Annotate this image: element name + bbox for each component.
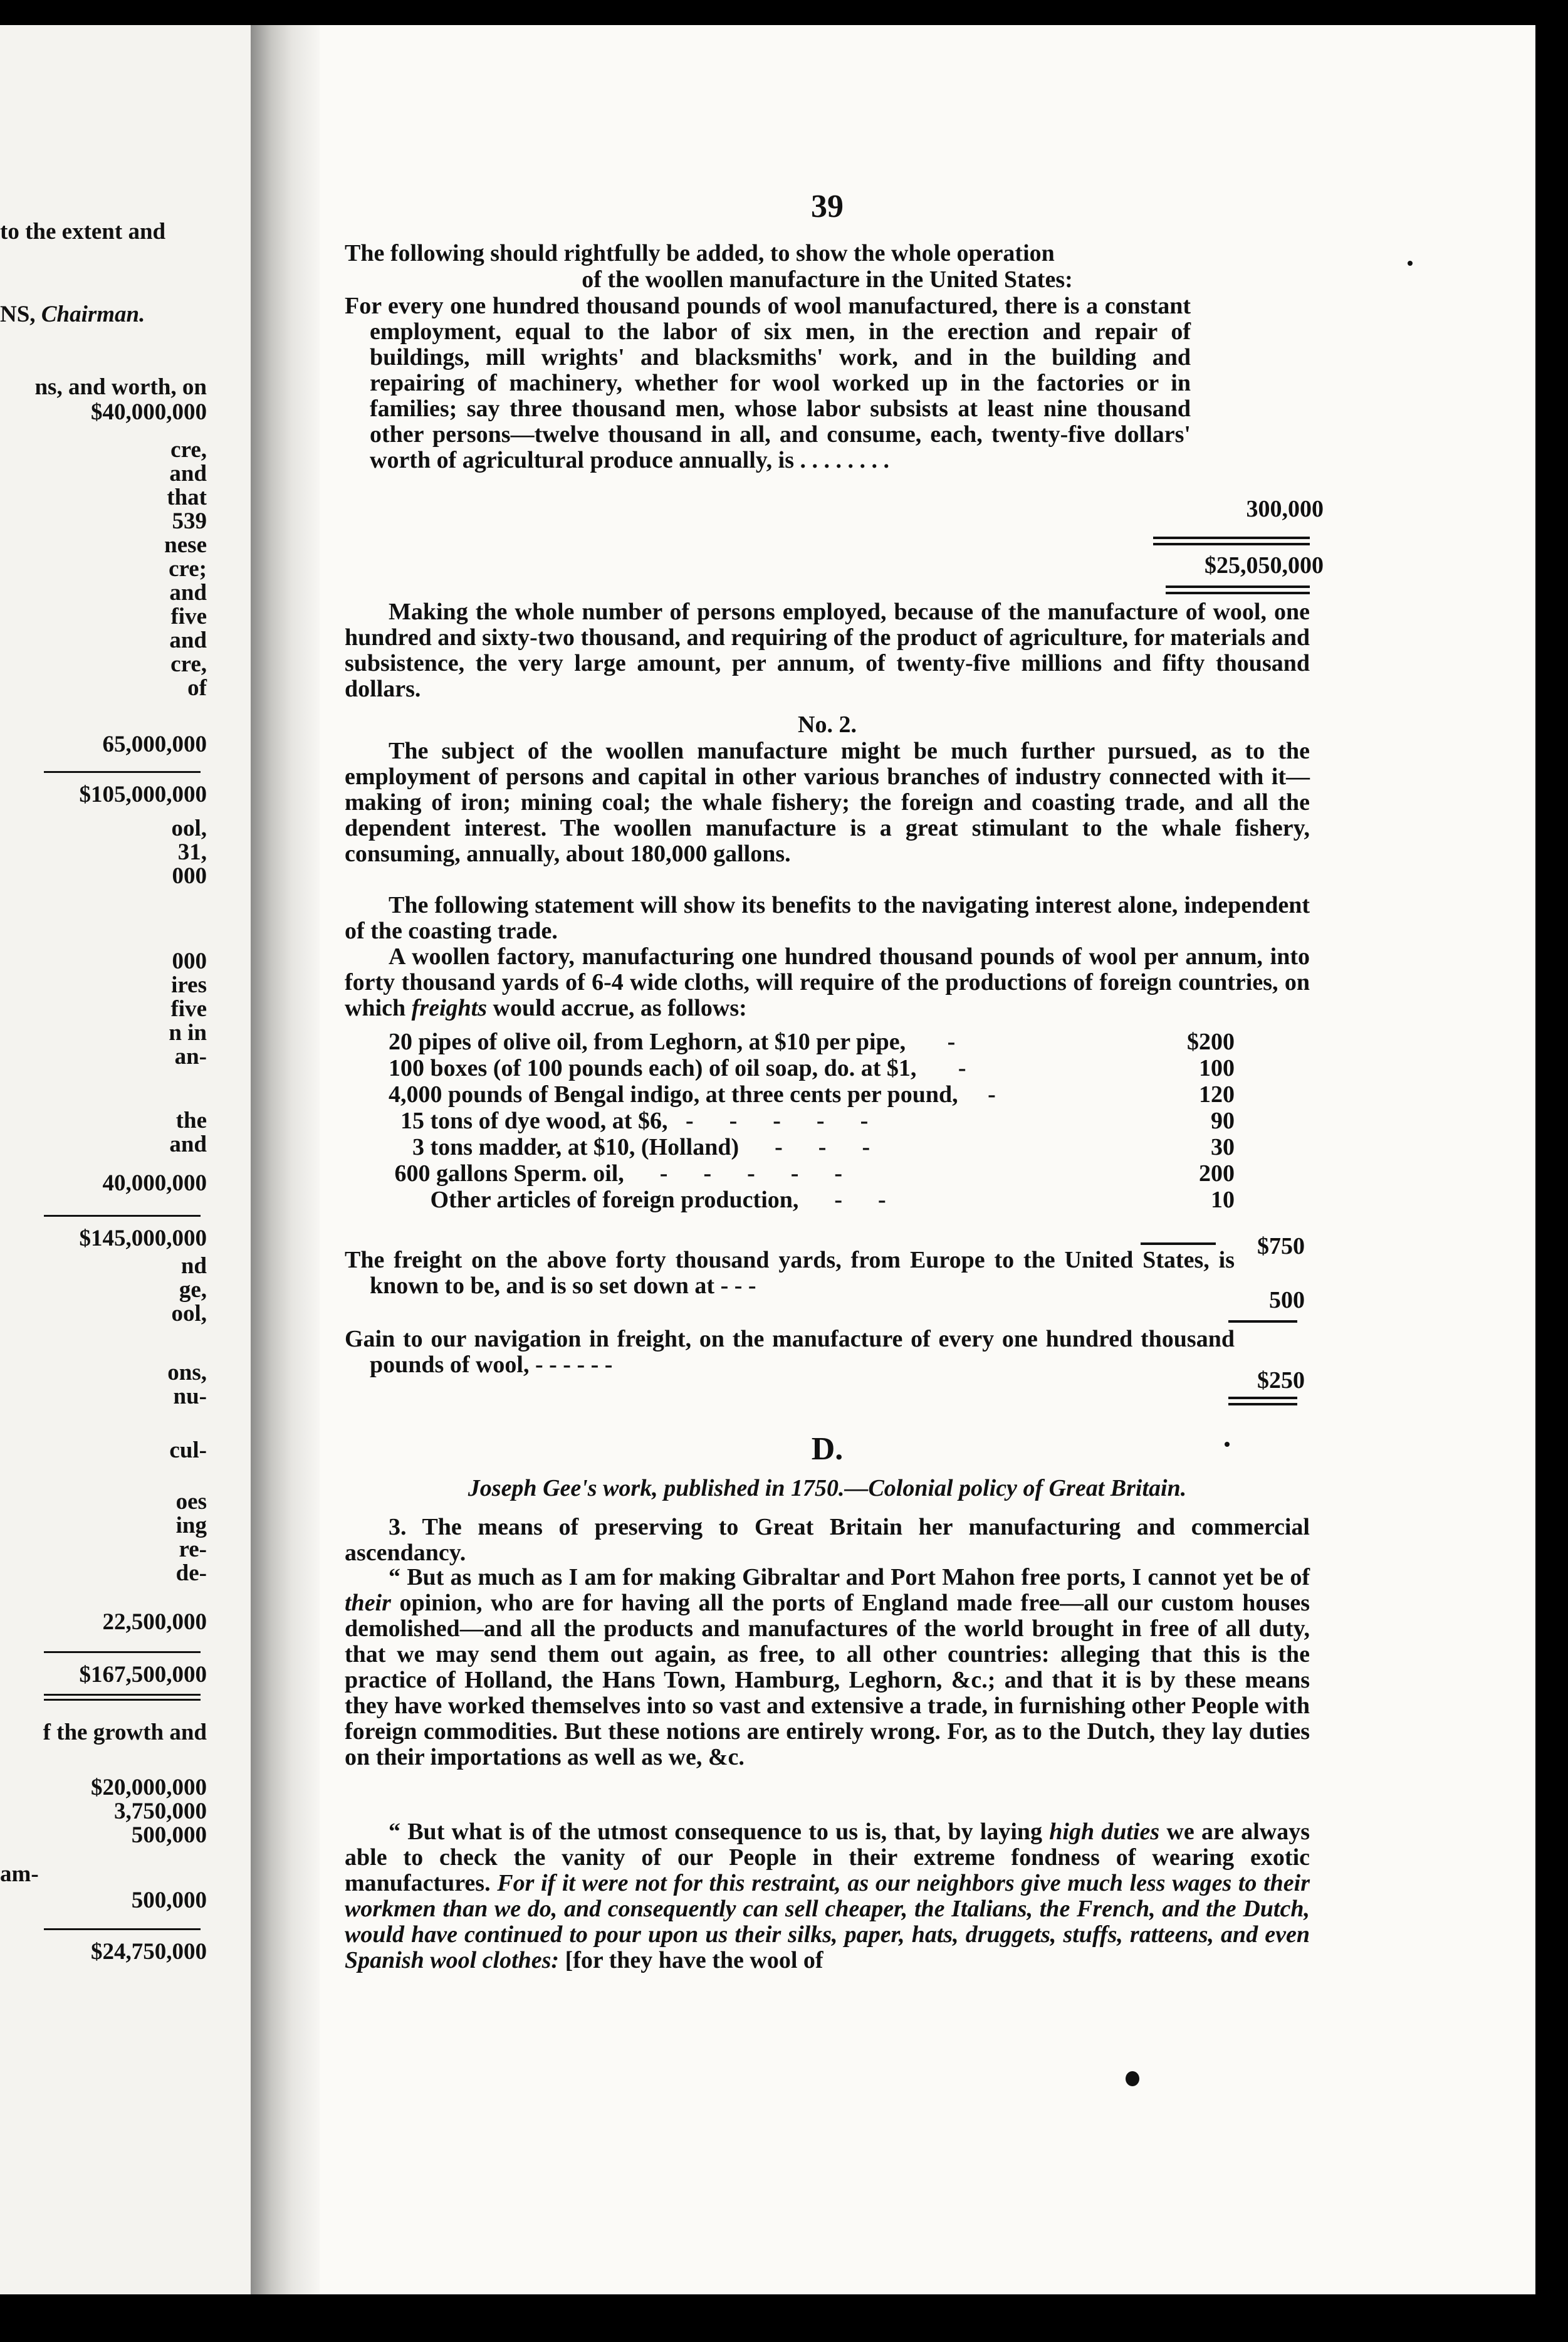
paragraph-woollen-subject: The subject of the woollen manufacture might be much further pursued, as to the employment of persons and capital in other various branches of industry connected with it—making of iron; mining coal; the whale fishery; the foreign and coasting trade, and all the dependent interest. The woollen manufacture is a great stimulant to the whale fishery, consuming, annually, about 180,000 gallons. xyxy=(345,738,1310,867)
left-page-fragment-text: $167,500,000 xyxy=(79,1662,207,1688)
left-page-fragment-text: cul- xyxy=(169,1437,207,1463)
left-page-fragment-text: nd xyxy=(180,1253,207,1279)
left-page-fragment-text: ires xyxy=(171,972,207,998)
ink-speck xyxy=(1126,2071,1139,2086)
paragraph-high-duties-quote: “ But what is of the utmost consequence to us is, that, by laying high duties we are always able to check the vanity of our People in their extreme fondness of wearing exotic manufactures. For if it were not for this restraint, as our neighbors give much less wages to their workmen than we do, and consequently can sell cheaper, the Italians, the French, and the Dutch, would have continued to pour upon us their silks, paper, hats, druggets, stuffs, ratteens, and even Spanish wool clothes: [for they have the wool of xyxy=(345,1819,1310,1973)
intro-line-2: of the woollen manufacture in the United States: xyxy=(582,266,1073,293)
freight-item-label: Other articles of foreign production, - - xyxy=(389,1187,886,1213)
sum-rule xyxy=(1228,1397,1297,1399)
left-page-fragment-text: ge, xyxy=(179,1277,207,1303)
freight-item-label: 20 pipes of olive oil, from Leghorn, at $10 per pipe, - xyxy=(389,1029,956,1055)
paragraph-employment: For every one hundred thousand pounds of wool manufactured, there is a constant employment, equal to the labor of six men, in the erection and repair of buildings, mill wrights' and blacksmiths' work, and in the building and repairing of machinery, whether for wool worked up in the factories or in families; say three thousand men, whose labor subsists at least nine thousand other persons—twelve thousand in all, and consume, each, twenty-five dollars' worth of agricultural produce annually, is . . . . . . . . xyxy=(345,293,1191,473)
book-gutter xyxy=(251,25,320,2294)
intro-line-1: The following should rightfully be added, to show the whole operation xyxy=(345,240,1055,266)
left-page-fragment-text: 000 xyxy=(172,948,207,974)
left-page-fragment-text: n in xyxy=(169,1020,207,1046)
paragraph-persons-employed: Making the whole number of persons employed, because of the manufacture of wool, one hundred and sixty-two thousand, and requiring of the product of agriculture, for materials and subsistence, the very large amount, per annum, of twenty-five millions and fifty thousand dollars. xyxy=(345,599,1310,702)
left-page-fragment-text: $24,750,000 xyxy=(91,1939,207,1965)
left-page-fragment-text: and xyxy=(169,628,207,653)
section-heading-d: D. xyxy=(811,1431,844,1467)
freight-item-label: 15 tons of dye wood, at $6, - - - - - xyxy=(389,1108,869,1134)
left-page-fragment-text: ool, xyxy=(171,816,207,841)
left-page-fragment-text: ons, xyxy=(167,1360,207,1385)
left-page-fragment-text: nu- xyxy=(173,1384,207,1409)
left-page-fragment-text: 500,000 xyxy=(131,1888,207,1913)
paragraph-woollen-factory: A woollen factory, manufacturing one hundred thousand pounds of wool per annum, into forty thousand yards of 6-4 wide cloths, will require of the productions of foreign countries, on which freights would accrue, as follows: xyxy=(345,943,1310,1021)
left-page-fragment-text: five xyxy=(170,996,207,1022)
sum-rule xyxy=(1228,1403,1297,1405)
left-sum-rule xyxy=(44,1694,201,1696)
freight-amount: 500 xyxy=(1269,1287,1305,1313)
left-page-fragment-text: an- xyxy=(174,1044,207,1069)
freight-item-label: 600 gallons Sperm. oil, - - - - - xyxy=(389,1160,843,1187)
paragraph-freight: The freight on the above forty thousand yards, from Europe to the United States, is known to be, and is so set down at - - - xyxy=(345,1247,1235,1299)
ink-speck xyxy=(1225,1442,1230,1447)
left-page-fragment-text: cre; xyxy=(169,556,207,582)
paragraph-gain: Gain to our navigation in freight, on the manufacture of every one hundred thousand pounds of wool, - - - - - - xyxy=(345,1326,1235,1378)
left-page-fragment-text: ing xyxy=(175,1513,207,1538)
left-page-fragment-text: oes xyxy=(175,1489,207,1515)
left-page-fragment-text: to the extent and xyxy=(0,219,166,244)
left-page-fragment-text: 500,000 xyxy=(131,1822,207,1848)
left-sum-rule xyxy=(44,1651,201,1653)
left-page-fragment-text: $40,000,000 xyxy=(91,399,207,425)
amount-total: $25,050,000 xyxy=(1205,552,1324,579)
left-page-fragment-text: f the growth and xyxy=(43,1720,207,1745)
left-page-fragment-text: 539 xyxy=(172,508,207,534)
freight-item-value: 30 xyxy=(1211,1134,1235,1160)
left-page-fragment-text: cre, xyxy=(170,437,207,463)
left-page-fragment-text: cre, xyxy=(170,651,207,677)
section-d-subtitle: Joseph Gee's work, published in 1750.—Colonial policy of Great Britain. xyxy=(468,1475,1187,1501)
freight-item-value: 120 xyxy=(1199,1081,1235,1108)
left-page-fragment-text: ns, and worth, on xyxy=(34,374,207,400)
amount-300000: 300,000 xyxy=(1246,496,1324,522)
ink-speck xyxy=(1408,261,1413,266)
freight-item-value: 10 xyxy=(1211,1187,1235,1213)
left-page-fragment-text: and xyxy=(169,580,207,606)
paragraph-navigating-interest: The following statement will show its benefits to the navigating interest alone, independent of the coasting trade. xyxy=(345,892,1310,944)
sum-rule xyxy=(1228,1320,1297,1323)
freight-item-value: 200 xyxy=(1199,1160,1235,1187)
left-sum-rule xyxy=(44,771,201,773)
freight-item-label: 3 tons madder, at $10, (Holland) - - - xyxy=(389,1134,870,1160)
subtotal-amount: $750 xyxy=(1257,1233,1305,1259)
heading-no-2: No. 2. xyxy=(798,712,857,738)
left-page-fragment-text: $20,000,000 xyxy=(91,1775,207,1800)
sum-rule xyxy=(1153,537,1310,539)
freight-item-label: 100 boxes (of 100 pounds each) of oil soap, do. at $1, - xyxy=(389,1055,966,1081)
left-page-fragment-text: 65,000,000 xyxy=(102,732,207,757)
left-page-fragment-text: and xyxy=(169,1132,207,1157)
left-page-fragment-text: 000 xyxy=(172,863,207,889)
freight-item-value: $200 xyxy=(1187,1029,1235,1055)
freight-item-value: 90 xyxy=(1211,1108,1235,1134)
left-page-fragment-text: ool, xyxy=(171,1301,207,1326)
left-sum-rule xyxy=(44,1699,201,1701)
left-page-fragment-text: $105,000,000 xyxy=(79,782,207,807)
freight-item-value: 100 xyxy=(1199,1055,1235,1081)
left-page-fragment-text: 31, xyxy=(177,839,207,865)
left-page-fragment-text: de- xyxy=(175,1560,207,1586)
freight-item-label: 4,000 pounds of Bengal indigo, at three cents per pound, - xyxy=(389,1081,996,1108)
page-number: 39 xyxy=(811,189,844,224)
left-sum-rule xyxy=(44,1928,201,1930)
sum-rule xyxy=(1166,586,1310,588)
paragraph-means-preserving: 3. The means of preserving to Great Britain her manufacturing and commercial ascendancy. xyxy=(345,1514,1310,1566)
left-page-fragment-text: five xyxy=(170,604,207,629)
left-page-fragment-text: 40,000,000 xyxy=(102,1170,207,1196)
left-page-fragment-text: re- xyxy=(179,1536,207,1562)
paragraph-free-ports-quote: “ But as much as I am for making Gibraltar and Port Mahon free ports, I cannot yet be of their opinion, who are for having all the ports of England made free—all our custom houses demolished—and all the products and manufactures of the world brought in free of all duty, that we may send them out again, as free, to all other countries: alleging that this is the practice of Holland, the Hans Town, Hamburg, Leghorn, &c.; and that it is by these means they have worked themselves into so vast and extensive a trade, in furnishing other People with foreign commodities. But these notions are entirely wrong. For, as to the Dutch, they lay duties on their importations as well as we, &c. xyxy=(345,1564,1310,1770)
left-page-fragment-text: $145,000,000 xyxy=(79,1226,207,1251)
sum-rule xyxy=(1141,1242,1216,1245)
left-page-fragment-text: the xyxy=(175,1108,207,1133)
gain-amount: $250 xyxy=(1257,1367,1305,1394)
left-page-fragment-text: nese xyxy=(164,532,207,558)
left-page-fragment-text: am- xyxy=(0,1861,39,1887)
left-sum-rule xyxy=(44,1215,201,1217)
left-page-fragment-text: 22,500,000 xyxy=(102,1609,207,1635)
left-page-fragment-text: that xyxy=(167,485,207,510)
left-page-fragment-text: and xyxy=(169,461,207,486)
sum-rule xyxy=(1166,592,1310,594)
left-page-fragment-text: NS, Chairman. xyxy=(0,302,145,327)
left-page-fragment-text: 3,750,000 xyxy=(114,1799,207,1824)
left-page-fragment-text: of xyxy=(187,675,207,701)
sum-rule xyxy=(1153,543,1310,545)
